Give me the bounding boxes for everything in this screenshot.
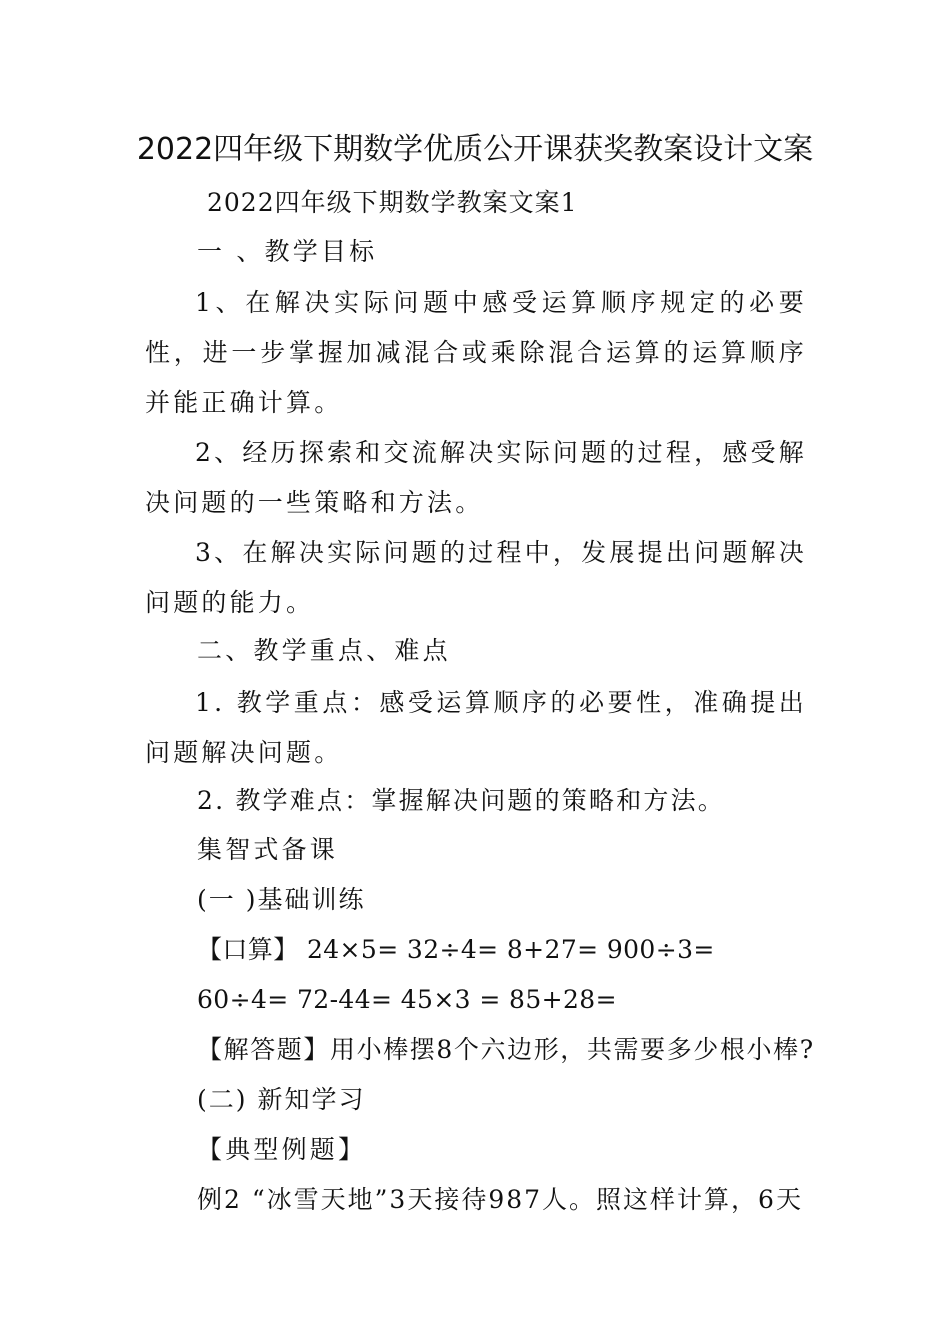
key-point-item: 1. 教学重点：感受运算顺序的必要性，准确提出问题解决问题。 [145,688,807,767]
goal-item-3: 3、在解决实际问题的过程中，发展提出问题解决问题的能力。 [145,538,807,617]
prep-label: 集智式备课 [197,835,339,864]
part-heading-new-learning: (二) 新知学习 [197,1085,366,1114]
example-label: 【典型例题】 [197,1135,367,1164]
part-heading-basic-training: (一 )基础训练 [197,885,366,914]
word-problem: 【解答题】用小棒摆8个六边形，共需要多少根小棒? [197,1035,815,1064]
section-heading-key-points: 二、教学重点、难点 [197,636,451,665]
difficult-point-item: 2. 教学难点：掌握解决问题的策略和方法。 [197,786,726,815]
section-heading-goals: 一 、教学目标 [197,237,378,266]
mental-math-line-1: 【口算】 24×5= 32÷4= 8+27= 900÷3= [197,935,715,964]
goal-item-2: 2、经历探索和交流解决实际问题的过程，感受解决问题的一些策略和方法。 [145,438,807,517]
subtitle: 2022四年级下期数学教案文案1 [207,188,578,217]
example-text: 例2 “冰雪天地”3天接待987人。照这样计算，6天 [197,1185,803,1214]
goal-item-1: 1、在解决实际问题中感受运算顺序规定的必要性，进一步掌握加减混合或乘除混合运算的运算顺序并能正确计算。 [145,288,807,417]
mental-math-line-2: 60÷4= 72-44= 45×3 = 85+28= [197,985,617,1014]
document-title: 2022四年级下期数学优质公开课获奖教案设计文案 [136,132,814,167]
